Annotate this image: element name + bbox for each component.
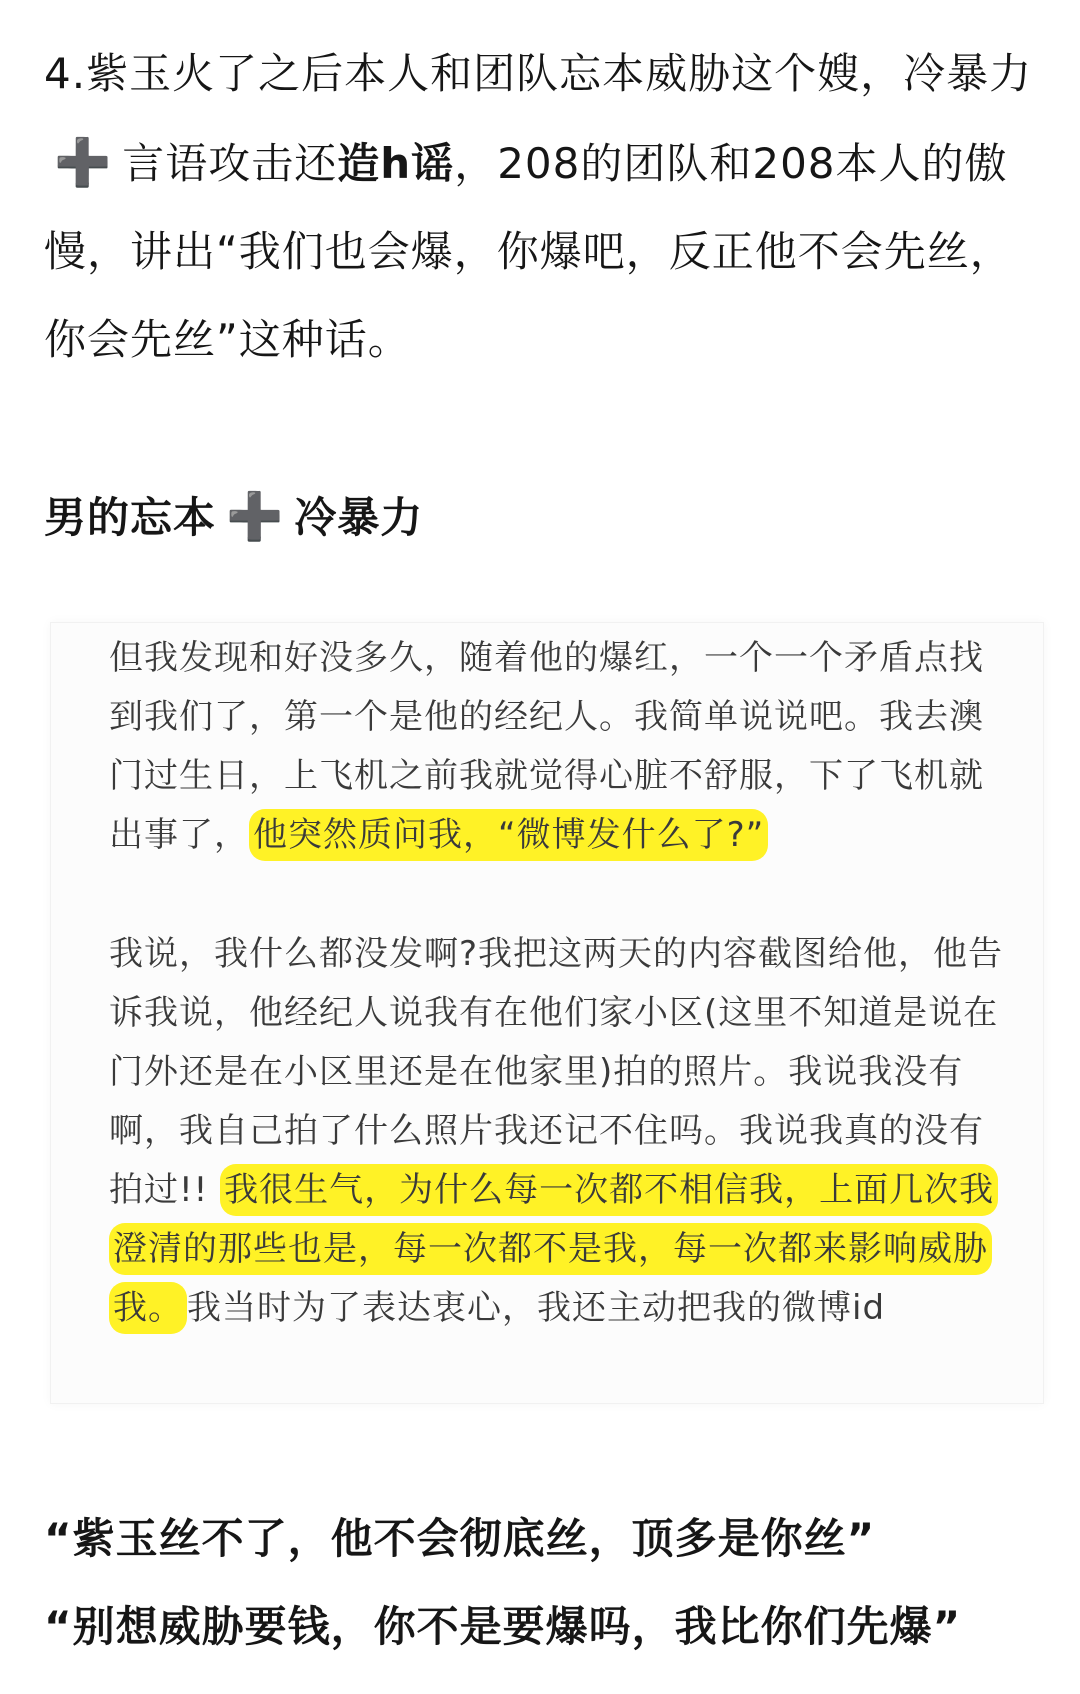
- intro-bold-word: 造h谣: [337, 139, 455, 188]
- screenshot-text: 我当时为了表达衷心，我还主动把我的微博id: [187, 1288, 886, 1328]
- quote-line-1: “紫玉丝不了，他不会彻底丝，顶多是你丝”: [44, 1514, 876, 1563]
- screenshot-paragraph-1: [109, 629, 1009, 865]
- screenshot-text: 但我发现和好没多久，随着他的爆红，一个一个矛盾点找到我们了，第一个是他的经纪人。我简单说说吧。我去澳门过生日，上飞机之前我就觉得心脏不舒服，下了飞机就出事了，: [109, 638, 984, 855]
- screenshot-paragraph-2: [109, 925, 1009, 1338]
- intro-text-2: 言语攻击还: [122, 139, 338, 188]
- screenshot-text: 我说，我什么都没发啊?我把这两天的内容截图给他，他告诉我说，他经纪人说我有在他们家小区(这里不知道是说在门外还是在小区里还是在他家里)拍的照片。我说我没有啊，我自己拍了什么照片我还记不住吗。我说我真的没有拍过!!: [109, 934, 1004, 1210]
- quote-line-2: “别想威胁要钱，你不是要爆吗，我比你们先爆”: [44, 1602, 962, 1651]
- highlighted-text: 我很生气，为什么每一次都不相信我，上面几次我澄清的那些也是，每一次都不是我，每一次都来影响威胁我。: [109, 1164, 998, 1334]
- highlighted-text: 他突然质问我，“微博发什么了?”: [249, 809, 768, 861]
- plus-icon: ➕: [54, 135, 113, 189]
- section-heading: [44, 476, 423, 558]
- intro-paragraph: [44, 30, 1044, 384]
- intro-text-1: 4.紫玉火了之后本人和团队忘本威胁这个嫂，冷暴力: [44, 49, 1033, 98]
- plus-icon: ➕: [226, 489, 285, 543]
- intro-text-3: ，208的团队和208本人的傲慢，讲出“我们也会爆，你爆吧，反正他不会先丝，你会先丝”这种话。: [44, 139, 1013, 364]
- embedded-screenshot-card: [50, 622, 1044, 1404]
- heading-text-1: 男的忘本: [44, 493, 217, 542]
- heading-text-2: 冷暴力: [294, 493, 424, 542]
